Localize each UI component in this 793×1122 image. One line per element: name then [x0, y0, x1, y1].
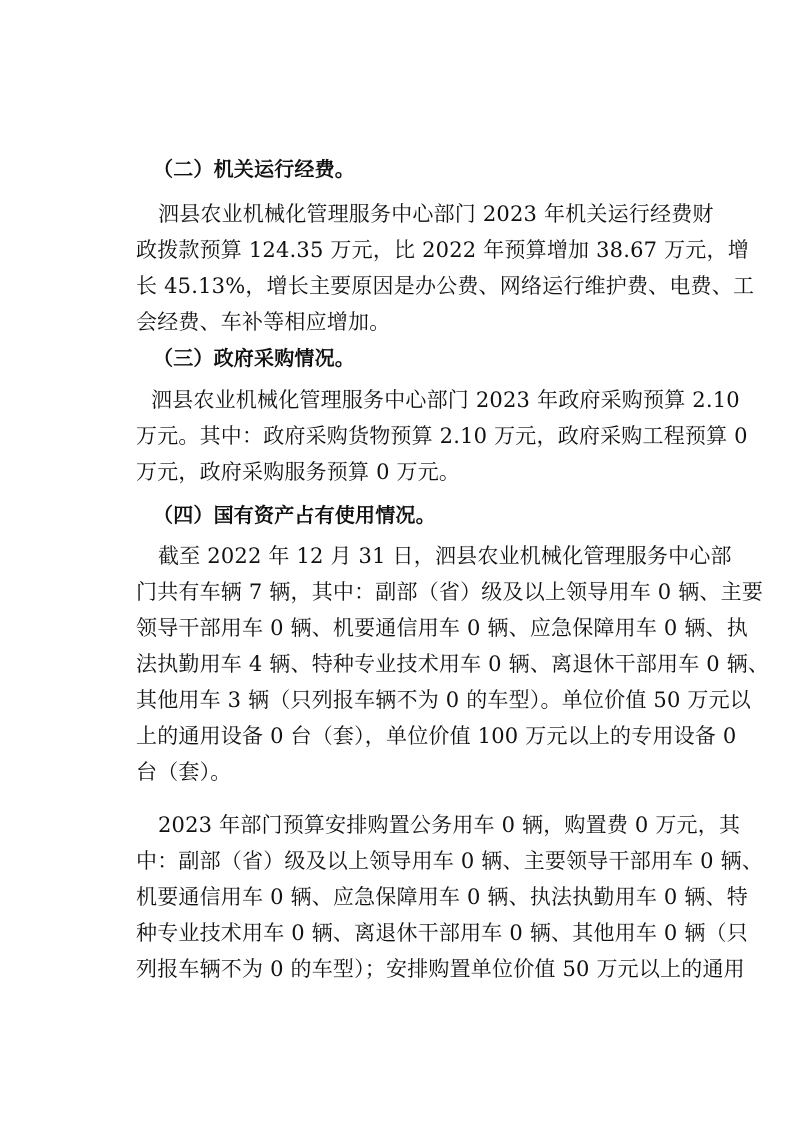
paragraph-line: 万元，政府采购服务预算 0 万元。	[136, 460, 461, 484]
paragraph-line: 门共有车辆 7 辆，其中：副部（省）级及以上领导用车 0 辆、主要	[136, 580, 764, 604]
paragraph-line: 中：副部（省）级及以上领导用车 0 辆、主要领导干部用车 0 辆、	[136, 849, 764, 873]
paragraph-line: 截至 2022 年 12 月 31 日，泗县农业机械化管理服务中心部	[158, 544, 732, 568]
paragraph-line: 政拨款预算 124.35 万元，比 2022 年预算增加 38.67 万元，增	[136, 238, 749, 262]
section-heading-operating-funds: （二）机关运行经费。	[153, 157, 355, 181]
paragraph-line: 领导干部用车 0 辆、机要通信用车 0 辆、应急保障用车 0 辆、执	[136, 616, 748, 640]
paragraph-line: 其他用车 3 辆（只列报车辆不为 0 的车型）。单位价值 50 万元以	[136, 688, 751, 712]
paragraph-line: 泗县农业机械化管理服务中心部门 2023 年政府采购预算 2.10	[151, 388, 740, 412]
paragraph-line: 法执勤用车 4 辆、特种专业技术用车 0 辆、离退休干部用车 0 辆、	[136, 652, 770, 676]
paragraph-line: 机要通信用车 0 辆、应急保障用车 0 辆、执法执勤用车 0 辆、特	[136, 885, 748, 909]
paragraph-line: 2023 年部门预算安排购置公务用车 0 辆，购置费 0 万元，其	[158, 813, 741, 837]
section-heading-government-procurement: （三）政府采购情况。	[153, 346, 355, 370]
section-heading-state-assets: （四）国有资产占有使用情况。	[153, 503, 436, 527]
paragraph-line: 万元。其中：政府采购货物预算 2.10 万元，政府采购工程预算 0	[136, 424, 748, 448]
paragraph-line: 会经费、车补等相应增加。	[136, 310, 391, 334]
paragraph-line: 列报车辆不为 0 的车型）；安排购置单位价值 50 万元以上的通用	[136, 957, 745, 981]
paragraph-line: 长 45.13%，增长主要原因是办公费、网络运行维护费、电费、工	[136, 274, 755, 298]
paragraph-line: 泗县农业机械化管理服务中心部门 2023 年机关运行经费财	[158, 202, 714, 226]
paragraph-line: 上的通用设备 0 台（套），单位价值 100 万元以上的专用设备 0	[136, 724, 737, 748]
paragraph-line: 台（套）。	[136, 760, 232, 784]
paragraph-line: 种专业技术用车 0 辆、离退休干部用车 0 辆、其他用车 0 辆（只	[136, 921, 748, 945]
